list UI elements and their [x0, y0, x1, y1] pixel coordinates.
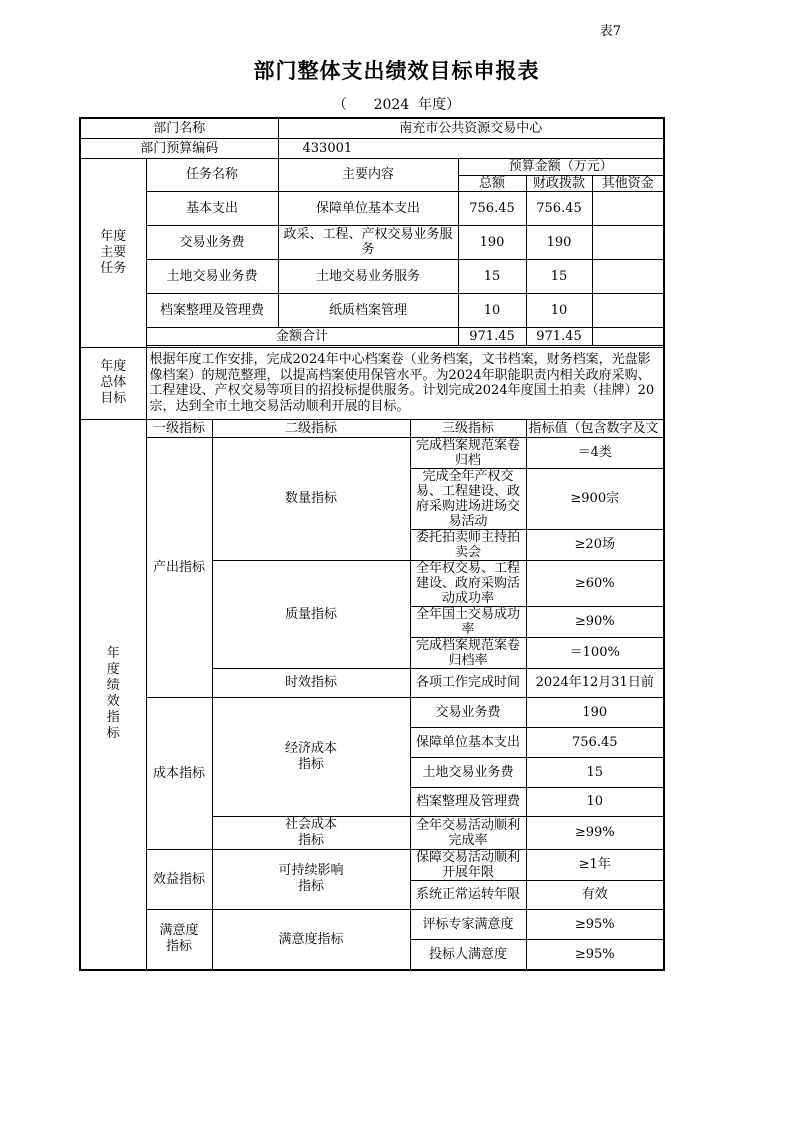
quality-indicator: 质量指标	[212, 560, 410, 668]
indicator-value: 10	[526, 787, 664, 816]
document-title: 部门整体支出绩效目标申报表	[253, 59, 540, 83]
sum-other	[592, 327, 664, 345]
indicator-value: ≥95%	[526, 939, 664, 970]
indicator-value: 2024年12月31日前	[526, 668, 664, 697]
indicator-name: 评标专家满意度	[410, 909, 526, 939]
overall-text: 根据年度工作安排，完成2024年中心档案卷（业务档案，文书档案，财务档案，光盘影像档案）的规范整理，以提高档案使用保管水平。为2024年职能职责内相关政府采购、工程建设、产权交易等项目的招投标提供服务。计划完成2024年度国土拍卖（挂牌）20宗，达到全市土地交易活动顺利开展的目标。	[146, 347, 664, 419]
cost-indicator: 成本指标	[146, 697, 212, 849]
task-fiscal: 756.45	[526, 191, 592, 225]
indicator-name: 委托拍卖师主持拍卖会	[410, 529, 526, 560]
performance-target-table	[79, 117, 665, 971]
timeliness-indicator: 时效指标	[212, 668, 410, 697]
col-value-header: 指标值（包含数字及文	[526, 419, 664, 437]
tasks-section-label: 年度 主要 任务	[80, 158, 146, 347]
benefit-indicator: 效益指标	[146, 849, 212, 909]
task-name: 土地交易业务费	[146, 259, 278, 293]
dept-name-label: 部门名称	[80, 118, 278, 138]
satisfaction-l2-indicator: 满意度指标	[212, 909, 410, 970]
col-level2-header: 二级指标	[212, 419, 410, 437]
task-content-header: 主要内容	[278, 158, 458, 191]
indicator-name: 档案整理及管理费	[410, 787, 526, 816]
indicator-value: ≥99%	[526, 816, 664, 849]
indicator-value: ≥20场	[526, 529, 664, 560]
indicator-name: 系统正常运转年限	[410, 880, 526, 909]
indicator-name: 保障交易活动顺利开展年限	[410, 849, 526, 880]
sustain-indicator: 可持续影响 指标	[212, 849, 410, 909]
task-total: 15	[458, 259, 526, 293]
task-other	[592, 191, 664, 225]
indicator-value: 有效	[526, 880, 664, 909]
dept-name-value: 南充市公共资源交易中心	[278, 118, 664, 138]
indicator-name: 全年国土交易成功率	[410, 606, 526, 637]
indicator-value: ≥900宗	[526, 468, 664, 529]
dept-code-value: 433001	[278, 138, 664, 158]
fiscal-header: 财政拨款	[526, 175, 592, 191]
col-level1-header: 一级指标	[146, 419, 212, 437]
social-cost-indicator: 社会成本 指标	[212, 816, 410, 849]
task-content: 纸质档案管理	[278, 293, 458, 327]
indicator-value: 756.45	[526, 727, 664, 757]
indicator-name: 完成档案规范案卷归档率	[410, 637, 526, 668]
task-total: 190	[458, 225, 526, 259]
task-total: 10	[458, 293, 526, 327]
quantity-indicator: 数量指标	[212, 437, 410, 560]
task-name: 档案整理及管理费	[146, 293, 278, 327]
indicator-name: 完成档案规范案卷归档	[410, 437, 526, 468]
indicator-name: 投标人满意度	[410, 939, 526, 970]
indicator-value: ≥95%	[526, 909, 664, 939]
task-content: 保障单位基本支出	[278, 191, 458, 225]
sum-label: 金额合计	[146, 327, 458, 345]
table-number: 表7	[599, 24, 621, 39]
indicator-value: ≥90%	[526, 606, 664, 637]
task-other	[592, 259, 664, 293]
task-name: 基本支出	[146, 191, 278, 225]
output-indicator: 产出指标	[146, 437, 212, 697]
other-header: 其他资金	[592, 175, 664, 191]
task-content: 政采、工程、产权交易业务服务	[278, 225, 458, 259]
task-total: 756.45	[458, 191, 526, 225]
task-other	[592, 225, 664, 259]
indicator-name: 全年权交易、工程建设、政府采购活动成功率	[410, 560, 526, 606]
econ-cost-indicator: 经济成本 指标	[212, 697, 410, 816]
satisfaction-l1-indicator: 满意度 指标	[146, 909, 212, 970]
indicator-value: ＝4类	[526, 437, 664, 468]
budget-header: 预算金额（万元）	[458, 158, 664, 175]
sum-total: 971.45	[458, 327, 526, 345]
indicator-value: ≥60%	[526, 560, 664, 606]
indicator-value: ≥1年	[526, 849, 664, 880]
task-fiscal: 190	[526, 225, 592, 259]
task-content: 土地交易业务服务	[278, 259, 458, 293]
indicator-name: 交易业务费	[410, 697, 526, 727]
indicator-name: 土地交易业务费	[410, 757, 526, 787]
overall-label: 年度 总体 目标	[80, 347, 146, 419]
task-name-header: 任务名称	[146, 158, 278, 191]
indicator-name: 完成全年产权交易、工程建设、政府采购进场进场交易活动	[410, 468, 526, 529]
total-header: 总额	[458, 175, 526, 191]
indicator-name: 全年交易活动顺利完成率	[410, 816, 526, 849]
indicator-value: 15	[526, 757, 664, 787]
indicator-value: ＝100%	[526, 637, 664, 668]
task-other	[592, 293, 664, 327]
task-name: 交易业务费	[146, 225, 278, 259]
indicators-section-label: 年 度 绩 效 指 标	[80, 419, 146, 970]
sum-fiscal: 971.45	[526, 327, 592, 345]
task-fiscal: 10	[526, 293, 592, 327]
year-line: （ 2024 年度）	[332, 97, 461, 113]
col-level3-header: 三级指标	[410, 419, 526, 437]
dept-code-label: 部门预算编码	[80, 138, 278, 158]
indicator-value: 190	[526, 697, 664, 727]
indicator-name: 保障单位基本支出	[410, 727, 526, 757]
indicator-name: 各项工作完成时间	[410, 668, 526, 697]
task-fiscal: 15	[526, 259, 592, 293]
